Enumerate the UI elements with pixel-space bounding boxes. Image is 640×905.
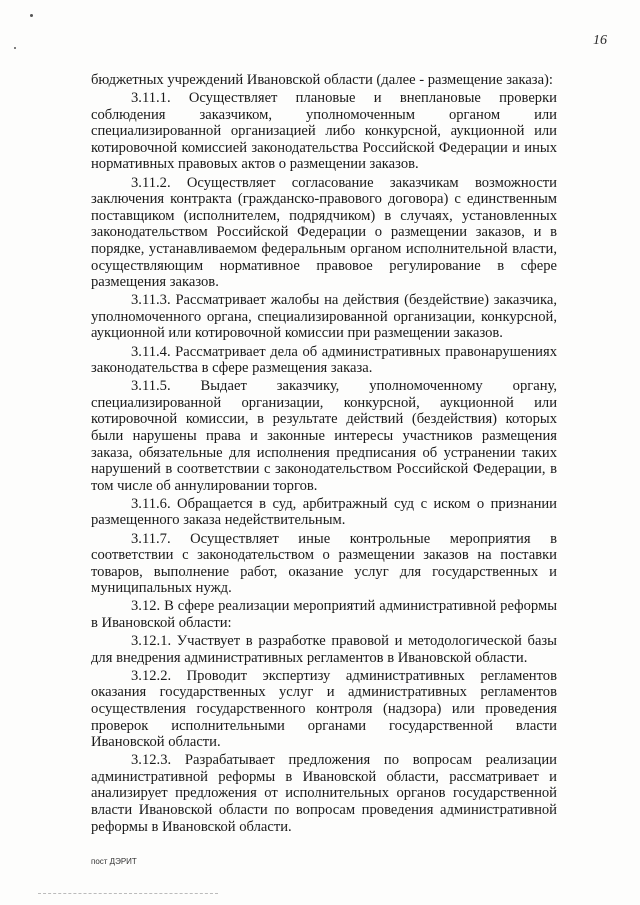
paragraph: 3.11.6. Обращается в суд, арбитражный суд с иском о признании размещенного заказа недействительным. <box>91 495 557 529</box>
paragraph: 3.11.4. Рассматривает дела об административных правонарушениях законодательства в сфере размещения заказа. <box>91 343 557 377</box>
paragraph: 3.12.2. Проводит экспертизу административных регламентов оказания государственных услуг и административных регламентов осуществления государственного контроля (надзора) или проведения проверок исполнительными органами государственной власти Ивановской области. <box>91 667 557 751</box>
paragraph: 3.11.5. Выдает заказчику, уполномоченному органу, специализированной организации, конкурсной, аукционной или котировочной комиссии, в результате действий (бездействия) которых были нарушены права и законные интересы участников размещения заказа, обязательные для исполнения предписания об устранении таких нарушений в соответствии с законодательством Российской Федерации, в том числе об аннулировании торгов. <box>91 378 557 494</box>
paragraph: 3.11.7. Осуществляет иные контрольные мероприятия в соответствии с законодательством о размещении заказов на поставки товаров, выполнение работ, оказание услуг для государственных и муниципальных нужд. <box>91 530 557 597</box>
scan-speck <box>14 47 16 49</box>
paragraph: 3.11.3. Рассматривает жалобы на действия (бездействие) заказчика, уполномоченного органа, специализированной организации, конкурсной, аукционной или котировочной комиссии при размещении заказов. <box>91 292 557 342</box>
paragraph: 3.11.2. Осуществляет согласование заказчикам возможности заключения контракта (гражданско-правового договора) с единственным поставщиком (исполнителем, подрядчиком) в случаях, установленных законодательством Российской Федерации о размещении заказов, и в порядке, устанавливаемом федеральным органом исполнительной власти, осуществляющим нормативное правовое регулирование в сфере размещения заказов. <box>91 174 557 291</box>
paragraph: 3.12.1. Участвует в разработке правовой и методологической базы для внедрения административных регламентов в Ивановской области. <box>91 633 557 666</box>
page-number: 16 <box>593 33 607 48</box>
paragraph: 3.12.3. Разрабатывает предложения по вопросам реализации административной реформы в Ивановской области, рассматривает и анализирует предложения от исполнительных органов государственной власти Ивановской области по вопросам проведения административной реформы в Ивановской области. <box>91 752 557 835</box>
document-body <box>91 72 557 837</box>
scan-speck <box>30 14 33 17</box>
scan-artifact <box>38 893 218 894</box>
paragraph: 3.11.1. Осуществляет плановые и внеплановые проверки соблюдения заказчиком, уполномоченным органом или специализированной организацией либо конкурсной, аукционной или котировочной комиссией законодательства Российской Федерации и иных нормативных правовых актов о размещении заказов. <box>91 90 557 173</box>
paragraph: 3.12. В сфере реализации мероприятий административной реформы в Ивановской области: <box>91 598 557 631</box>
paragraph: бюджетных учреждений Ивановской области (далее - размещение заказа): <box>91 72 553 88</box>
footer-code: пост ДЭРИТ <box>91 857 137 866</box>
